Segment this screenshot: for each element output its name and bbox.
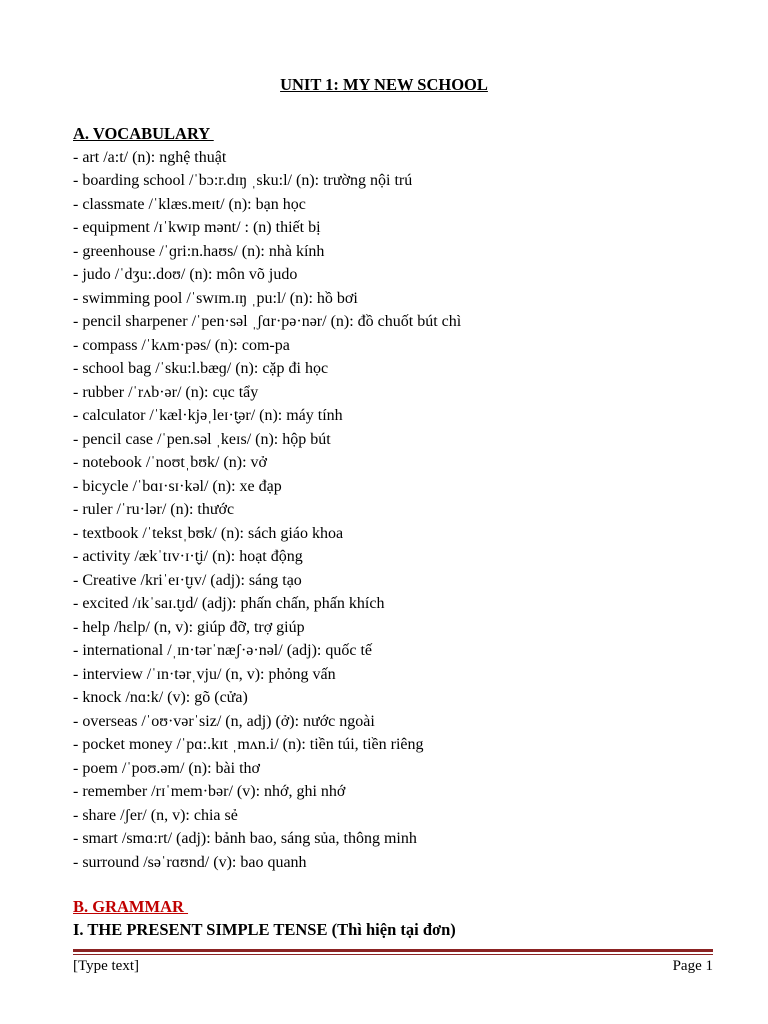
vocabulary-item: - overseas /ˈoʊ·vərˈsiz/ (n, adj) (ở): nước ngoài [73, 712, 375, 730]
vocabulary-item: - equipment /ɪˈkwɪp mənt/ : (n) thiết bị [73, 219, 321, 236]
vocabulary-item: - boarding school /ˈbɔ:r.dɪŋ ˌsku:l/ (n): trường nội trú [73, 172, 413, 189]
vocabulary-item: - textbook /ˈtekstˌbʊk/ (n): sách giáo khoa [73, 524, 344, 542]
footer-placeholder-text: [Type text] [73, 958, 140, 974]
vocabulary-item: - notebook /ˈnoʊtˌbʊk/ (n): vở [73, 454, 267, 471]
vocabulary-item: - rubber /ˈrʌb·ər/ (n): cục tẩy [73, 383, 259, 401]
vocabulary-item: - smart /smɑ:rt/ (adj): bảnh bao, sáng sủa, thông minh [73, 830, 417, 847]
vocabulary-item: - remember /rɪˈmem·bər/ (v): nhớ, ghi nhớ [73, 783, 346, 800]
vocabulary-item: - international /ˌɪn·tərˈnæʃ·ə·nəl/ (adj): quốc tế [73, 642, 372, 659]
vocabulary-section [73, 122, 733, 874]
vocabulary-item: - art /a:t/ (n): nghệ thuật [73, 148, 227, 166]
page-number: Page 1 [672, 958, 713, 974]
vocabulary-item: - help /hɛlp/ (n, v): giúp đỡ, trợ giúp [73, 618, 305, 636]
vocabulary-item: - knock /nɑ:k/ (v): gõ (cửa) [73, 689, 248, 706]
vocabulary-item: - pencil sharpener /ˈpen·səl ˌʃɑr·pə·nər/ (n): đồ chuốt bút chì [73, 313, 462, 330]
vocabulary-item: - ruler /ˈru·lər/ (n): thước [73, 501, 235, 518]
vocabulary-item: - greenhouse /ˈɡri:n.haʊs/ (n): nhà kính [73, 242, 325, 260]
vocabulary-item: - calculator /ˈkæl·kjəˌleɪ·t̬ər/ (n): máy tính [73, 407, 343, 424]
vocabulary-item: - judo /ˈdʒu:.doʊ/ (n): môn võ judo [73, 266, 298, 283]
vocabulary-heading: A. VOCABULARY [73, 124, 214, 143]
vocabulary-item: - interview /ˈɪn·tərˌvju/ (n, v): phỏng vấn [73, 665, 336, 683]
vocabulary-item: - compass /ˈkʌm·pəs/ (n): com-pa [73, 336, 290, 354]
vocabulary-item: - pocket money /ˈpɑ:.kɪt ˌmʌn.i/ (n): tiền túi, tiền riêng [73, 736, 424, 753]
vocabulary-item: - pencil case /ˈpen.səl ˌkeɪs/ (n): hộp bút [73, 430, 331, 448]
grammar-heading: B. GRAMMAR [73, 897, 189, 916]
footer-rule [73, 949, 713, 952]
vocabulary-item: - school bag /ˈsku:l.bæɡ/ (n): cặp đi học [73, 360, 329, 377]
vocabulary-list [73, 146, 733, 875]
vocabulary-item: - bicycle /ˈbɑɪ·sɪ·kəl/ (n): xe đạp [73, 477, 282, 495]
vocabulary-item: - Creative /kriˈeɪ·t̬ɪv/ (adj): sáng tạo [73, 571, 302, 589]
grammar-subheading: I. THE PRESENT SIMPLE TENSE (Thì hiện tại đơn) [73, 920, 456, 939]
vocabulary-item: - swimming pool /ˈswɪm.ɪŋ ˌpu:l/ (n): hồ bơi [73, 289, 358, 307]
vocabulary-item: - share /ʃer/ (n, v): chia sẻ [73, 806, 238, 824]
vocabulary-item: - activity /ækˈtɪv·ɪ·t̬i/ (n): hoạt động [73, 548, 303, 565]
vocabulary-item: - poem /ˈpoʊ.əm/ (n): bài thơ [73, 759, 260, 777]
vocabulary-item: - surround /səˈrɑʊnd/ (v): bao quanh [73, 853, 307, 871]
vocabulary-item: - excited /ɪkˈsaɪ.t̬ɪd/ (adj): phấn chấn, phấn khích [73, 595, 385, 612]
page-title: UNIT 1: MY NEW SCHOOL [280, 75, 488, 94]
footer-rule-thin [73, 954, 713, 955]
vocabulary-item: - classmate /ˈklæs.meɪt/ (n): bạn học [73, 195, 306, 213]
